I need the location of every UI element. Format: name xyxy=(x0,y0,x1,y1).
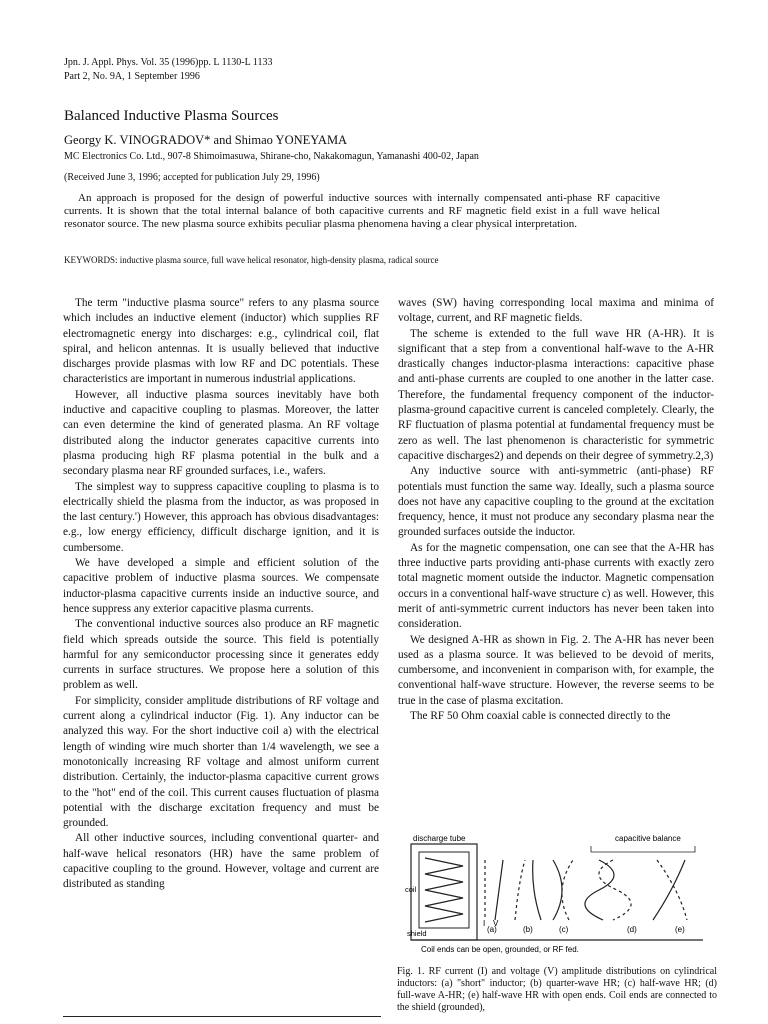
paragraph: We have developed a simple and efficient solution of the capacitive problem of inductive plasma sources. We compensate inductor-plasma capacitive currents inside an inductive source, and hence suppress any exterior capacitive plasma currents. xyxy=(63,557,379,615)
paper-title: Balanced Inductive Plasma Sources xyxy=(64,108,279,124)
capacitive-balance-label: capacitive balance xyxy=(615,834,681,843)
figure-1-diagram xyxy=(403,830,703,958)
paragraph: Any inductive source with anti-symmetric (anti-phase) RF potentials must function the same way. Ideally, such a plasma source does not have any capacitive coupling to the ground at the excitation frequency, hence, it must not produce any secondary plasma near the grounded surfaces outside the inductor. xyxy=(398,465,714,539)
panel-e-voltage xyxy=(653,860,685,920)
panel-label: (b) xyxy=(523,925,533,934)
paragraph: For simplicity, consider amplitude distributions of RF voltage and current along a cylindrical inductor (Fig. 1). Any inductor can be analyzed this way. For the short inductive coil a) with the electrical length of winding wire much shorter than 1/4 wavelength, we see a monotonically increasing RF voltage and almost uniform current distribution. Certainly, the inductor-plasma capacitive current grows to the "hot" end of the coil. This current causes fluctuation of plasma potential with the discharge excitation frequency and must be grounded. xyxy=(63,694,379,830)
issue-line: Part 2, No. 9A, 1 September 1996 xyxy=(64,71,200,82)
panel-b-voltage xyxy=(533,860,541,920)
affiliation: MC Electronics Co. Ltd., 907-8 Shimoimasuwa, Shirane-cho, Nakakomagun, Yamanashi 400-02, Japan xyxy=(64,151,479,162)
keywords: KEYWORDS: inductive plasma source, full wave helical resonator, high-density plasma, radical source xyxy=(64,255,439,265)
balance-bracket xyxy=(591,846,695,852)
paragraph: As for the magnetic compensation, one can see that the A-HR has three inductive parts providing anti-phase currents with exactly zero total magnetic moment outside the inductor. Magnetic compensation occurs in a conventional half-wave structure c) as well. However, this merit of anti-symmetric current inductors has never been taken into consideration. xyxy=(398,541,714,631)
journal-header xyxy=(64,56,272,84)
panel-label: (e) xyxy=(675,925,685,934)
paragraph: All other inductive sources, including conventional quarter- and half-wave helical resonators (HR) have the same problem of capacitive coupling to the ground. However, voltage and current are distributed as standing xyxy=(63,832,379,891)
panel-label: (d) xyxy=(627,925,637,934)
current-label: I xyxy=(483,919,486,928)
paragraph: The simplest way to suppress capacitive coupling to plasma is to electrically shield the plasma from the inductor, as was proposed in the last century.') However, this approach has obvious disadvantages: e.g., low energy efficiency, difficult discharge ignition, and it is cumbersome. xyxy=(63,480,379,554)
paragraph: The scheme is extended to the full wave HR (A-HR). It is significant that a step from a conventional half-wave to the A-HR drastically changes inductor-plasma interactions: capacitive phase and anti-phase currents are coupled to one another in the latter case. Therefore, the fundamental frequency component of the inductor-plasma-ground capacitive current is canceled completely. Clearly, the RF fluctuation of plasma potential at fundamental frequency must be zero as well. The last phenomenon is characteristic for symmetric capacitive discharges2) and depends on their degree of symmetry.2,3) xyxy=(398,327,714,462)
panel-b-current xyxy=(515,860,525,920)
paragraph: The term "inductive plasma source" refers to any plasma source which includes an inductive element (inductor) which supplies RF electromagnetic energy into discharges: e.g., cylindrical coil, flat spiral, and helicon antennas. It is usually believed that inductive discharges provide plasmas with low RF and DC potentials. These characteristics are important in numerous industrial applications. xyxy=(63,297,379,386)
authors: Georgy K. VINOGRADOV* and Shimao YONEYAMA xyxy=(64,133,348,147)
coil-ends-note: Coil ends can be open, grounded, or RF fed. xyxy=(421,945,579,954)
abstract: An approach is proposed for the design of powerful inductive sources with internally compensated anti-phase RF capacitive currents. It is shown that the total internal balance of both capacitive currents and RF magnetic field exist in a full wave helical resonator source. The new plasma source exhibits peculiar plasma phenomena having a clear physical interpretation. xyxy=(64,192,660,230)
panel-d-voltage xyxy=(585,860,614,920)
paragraph: The RF 50 Ohm coaxial cable is connected directly to the xyxy=(410,710,671,723)
voltage-label: V xyxy=(493,919,499,928)
received-dates: (Received June 3, 1996; accepted for publication July 29, 1996) xyxy=(64,172,320,183)
paragraph: We designed A-HR as shown in Fig. 2. The A-HR has never been used as a plasma source. It was believed to be devoid of merits, cumbersome, and inconvenient in comparison with, for example, the conventional half-wave structure. However, the reverse seems to be true in the case of plasma excitation. xyxy=(398,633,714,707)
discharge-tube-label: discharge tube xyxy=(413,834,466,843)
panel-d-current xyxy=(599,860,631,920)
panel-c-voltage xyxy=(553,860,562,920)
panel-c-current xyxy=(562,860,573,920)
right-column xyxy=(398,296,714,724)
shield-label: shield xyxy=(407,929,427,938)
figure-1 xyxy=(403,830,703,958)
panel-e-current xyxy=(657,860,687,920)
journal-citation: Jpn. J. Appl. Phys. Vol. 35 (1996)pp. L 1130-L 1133 xyxy=(64,57,273,68)
panel-label: (c) xyxy=(559,925,569,934)
panel-label: (a) xyxy=(487,925,497,934)
footnote-rule xyxy=(63,1016,381,1017)
panel-a-voltage xyxy=(495,860,503,920)
coil-label: coil xyxy=(405,885,417,894)
paragraph: The conventional inductive sources also produce an RF magnetic field which spreads outside the source. This field is potentially harmful for any semiconductor processing since it generates eddy currents in surface structures. We propose here a solution of this problem as well. xyxy=(63,618,379,692)
left-column xyxy=(63,296,379,893)
coil-winding xyxy=(425,858,463,922)
discharge-tube-outline xyxy=(411,844,477,940)
paragraph: waves (SW) having corresponding local maxima and minima of voltage, current, and RF magnetic fields. xyxy=(398,297,714,325)
figure-1-caption: Fig. 1. RF current (I) and voltage (V) amplitude distributions on cylindrical inductors: (a) "short" inductor; (b) quarter-wave HR; (c) half-wave HR; (d) full-wave A-HR; (e) half-wave HR with open ends. Coil ends are connected to the shield (grounded), xyxy=(397,966,717,1013)
paragraph: However, all inductive plasma sources inevitably have both inductive and capacitive coupling to plasmas. Moreover, the latter can even determine the kind of generated plasma. An RF voltage distributed along the inductor generates capacitive currents into plasma producing high RF plasma potential in the bulk and a secondary plasma near RF grounded surfaces, i.e., wafers. xyxy=(63,388,379,478)
